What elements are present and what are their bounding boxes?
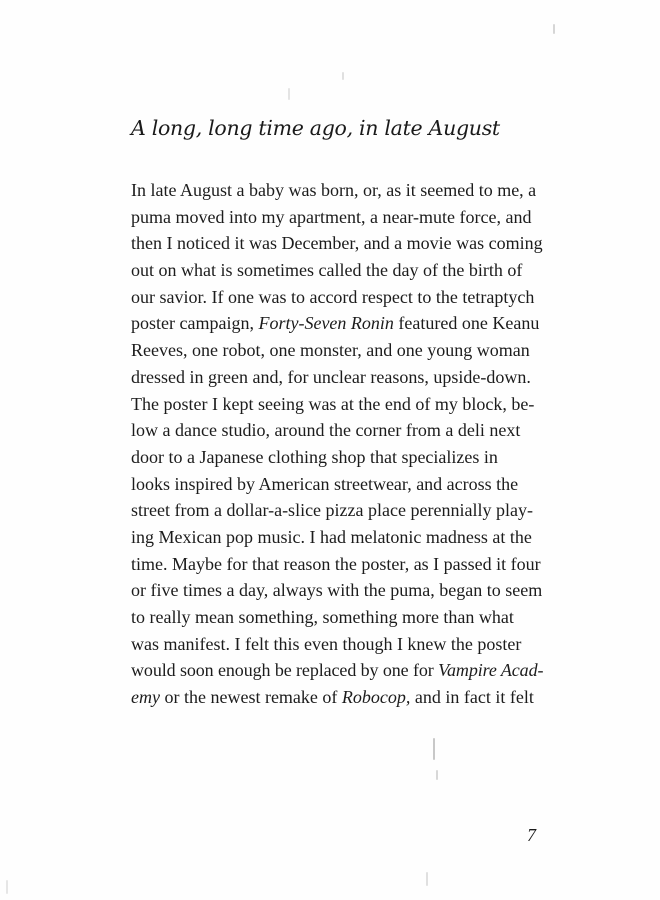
text-segment: would soon enough be replaced by one for bbox=[131, 660, 439, 681]
text-segment: poster campaign, bbox=[131, 313, 259, 334]
italic-title-text: emy bbox=[131, 687, 160, 708]
text-segment: featured one Keanu bbox=[393, 313, 540, 334]
text-line bbox=[131, 471, 543, 498]
text-line bbox=[131, 417, 543, 444]
text-line bbox=[131, 364, 543, 391]
italic-title-text: Vampire Acad- bbox=[438, 660, 544, 681]
text-line bbox=[131, 230, 543, 257]
italic-title-text: Forty-Seven Ronin bbox=[258, 313, 394, 334]
text-segment: our savior. If one was to accord respect to the tetraptych bbox=[131, 286, 535, 307]
scan-speck bbox=[6, 880, 8, 894]
text-line bbox=[131, 204, 543, 231]
text-segment: looks inspired by American streetwear, and across the bbox=[131, 473, 519, 494]
text-line bbox=[131, 631, 543, 658]
text-segment: In late August a baby was born, or, as it seemed to me, a bbox=[131, 180, 537, 200]
scan-speck bbox=[436, 770, 438, 780]
text-segment: or the newest remake of bbox=[159, 687, 342, 708]
text-line bbox=[131, 257, 543, 284]
text-segment: then I noticed it was December, and a movie was coming bbox=[131, 233, 543, 254]
text-segment: was manifest. I felt this even though I knew the poster bbox=[131, 633, 522, 654]
text-line bbox=[131, 177, 543, 204]
text-segment: Reeves, one robot, one monster, and one young woman bbox=[131, 340, 530, 361]
text-line bbox=[131, 337, 543, 364]
text-segment: out on what is sometimes called the day of the birth of bbox=[131, 260, 523, 281]
scan-speck bbox=[288, 88, 290, 100]
text-line bbox=[131, 310, 543, 337]
text-segment: time. Maybe for that reason the poster, as I passed it four bbox=[131, 553, 541, 574]
text-line bbox=[131, 577, 543, 604]
text-line bbox=[131, 284, 543, 311]
text-segment: puma moved into my apartment, a near-mute force, and bbox=[131, 206, 532, 227]
text-line bbox=[131, 524, 543, 551]
text-line bbox=[131, 444, 543, 471]
text-segment: to really mean something, something more than what bbox=[131, 607, 514, 627]
text-segment: low a dance studio, around the corner from a deli next bbox=[131, 420, 521, 441]
text-segment: street from a dollar-a-slice pizza place perennially play- bbox=[131, 500, 533, 521]
text-segment: dressed in green and, for unclear reasons, upside-down. bbox=[131, 366, 531, 387]
page-number: 7 bbox=[527, 825, 536, 845]
scan-speck bbox=[433, 738, 435, 760]
scan-speck bbox=[553, 24, 555, 34]
text-segment: The poster I kept seeing was at the end of my block, be- bbox=[131, 393, 535, 414]
text-segment: or five times a day, always with the puma, began to seem bbox=[131, 580, 543, 601]
text-line bbox=[131, 391, 543, 418]
text-line bbox=[131, 551, 543, 578]
text-segment: and in fact it felt bbox=[410, 687, 534, 708]
chapter-title: A long, long time ago, in late August bbox=[131, 116, 500, 140]
text-line bbox=[131, 604, 543, 631]
text-segment: ing Mexican pop music. I had melatonic madness at the bbox=[131, 526, 532, 547]
text-line bbox=[131, 497, 543, 524]
italic-title-text: Robocop, bbox=[341, 687, 411, 708]
scan-speck bbox=[342, 72, 344, 80]
body-paragraph bbox=[131, 177, 543, 711]
text-line bbox=[131, 684, 543, 711]
text-line bbox=[131, 657, 543, 684]
text-segment: door to a Japanese clothing shop that specializes in bbox=[131, 446, 498, 467]
scan-speck bbox=[426, 872, 428, 886]
